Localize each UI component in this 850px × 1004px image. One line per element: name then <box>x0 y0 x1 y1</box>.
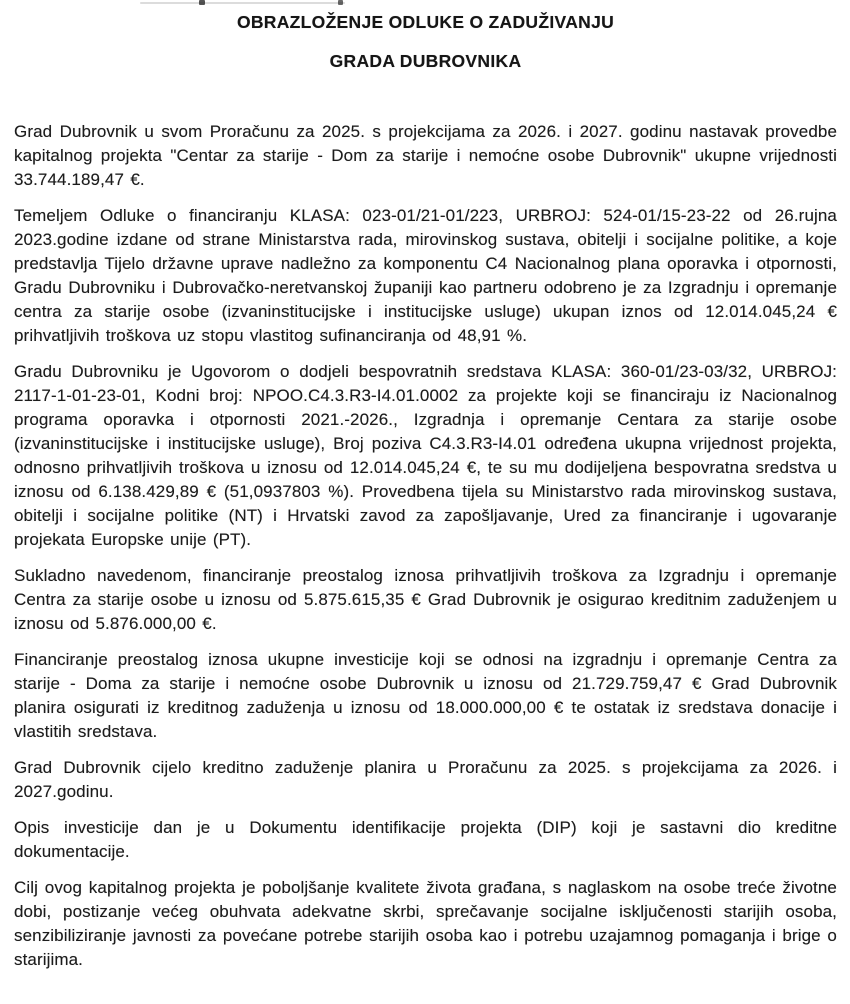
scan-smudge-artifact <box>140 2 345 4</box>
document-title-line-2: GRADA DUBROVNIKA <box>329 51 522 71</box>
paragraph-8-project-goal: Cilj ovog kapitalnog projekta je poboljšanje kvalitete života građana, s naglaskom na osobe treće životne dobi, postizanje većeg obuhvata adekvatne skrbi, sprečavanje socijalne isključenosti starijih osoba, senzibiliziranje javnosti za povećane potrebe starijih osoba kao i potrebu uzajamnog pomaganja i brige o starijima. <box>14 878 837 969</box>
document-body <box>14 120 837 972</box>
scan-dot-artifact <box>338 0 343 5</box>
scan-dot-artifact <box>199 0 205 5</box>
paragraph-7-investment-description: Opis investicije dan je u Dokumentu identifikacije projekta (DIP) koji je sastavni dio kreditne dokumentacije. <box>14 818 837 861</box>
paragraph-1-project-value: Grad Dubrovnik u svom Proračunu za 2025. s projekcijama za 2026. i 2027. godinu nastavak provedbe kapitalnog projekta "Centar za starije - Dom za starije i nemoćne osobe Dubrovnik" ukupne vrijednosti 33.744.189,47 €. <box>14 122 837 189</box>
paragraph-6-budget-plan: Grad Dubrovnik cijelo kreditno zaduženje planira u Proračunu za 2025. s projekcijama za 2026. i 2027.godinu. <box>14 758 837 801</box>
paragraph-5-remaining-financing: Financiranje preostalog iznosa ukupne investicije koji se odnosi na izgradnju i opremanje Centra za starije - Doma za starije i nemoćne osobe Dubrovnik u iznosu od 21.729.759,47 € Grad Dubrovnik planira osigurati iz kreditnog zaduženja u iznosu od 18.000.000,00 € te ostatak iz sredstava donacije i vlastitih sredstava. <box>14 650 837 741</box>
paragraph-4-credit-borrowing: Sukladno navedenom, financiranje preostalog iznosa prihvatljivih troškova za Izgradnju i opremanje Centra za starije osobe u iznosu od 5.875.615,35 € Grad Dubrovnik je osigurao kreditnim zaduženjem u iznosu od 5.876.000,00 €. <box>14 566 837 633</box>
paragraph-2-financing-decision: Temeljem Odluke o financiranju KLASA: 023-01/21-01/223, URBROJ: 524-01/15-23-22 od 26.rujna 2023.godine izdane od strane Ministarstva rada, mirovinskog sustava, obitelji i socijalne politike, a koje predstavlja Tijelo državne uprave nadležno za komponentu C4 Nacionalnog plana oporavka i otpornosti, Gradu Dubrovniku i Dubrovačko-neretvanskoj županiji kao partneru odobreno je za Izgradnju i opremanje centra za starije osobe (izvaninstitucijske i institucijske usluge) ukupan iznos od 12.014.045,24 € prihvatljivih troškova uz stopu vlastitog sufinanciranja od 48,91 %. <box>14 206 837 345</box>
paragraph-3-grant-agreement: Gradu Dubrovniku je Ugovorom o dodjeli bespovratnih sredstava KLASA: 360-01/23-03/32, URBROJ: 2117-1-01-23-01, Kodni broj: NPOO.C4.3.R3-I4.01.0002 za projekte koji se financiraju iz Nacionalnog programa oporavka i otpornosti 2021.-2026., Izgradnja i opremanje Centara za starije osobe (izvaninstitucijske i institucijske usluge), Broj poziva C4.3.R3-I4.01 određena ukupna vrijednost projekta, odnosno prihvatljivih troškova u iznosu od 12.014.045,24 €, te su mu dodijeljena bespovratna sredstva u iznosu od 6.138.429,89 € (51,0937803 %). Provedbena tijela su Ministarstvo rada mirovinskog sustava, obitelji i socijalne politike (NT) i Hrvatski zavod za zapošljavanje, Ured za financiranje i ugovaranje projekata Europske unije (PT). <box>14 362 837 549</box>
document-title-line-1: OBRAZLOŽENJE ODLUKE O ZADUŽIVANJU <box>236 12 615 32</box>
